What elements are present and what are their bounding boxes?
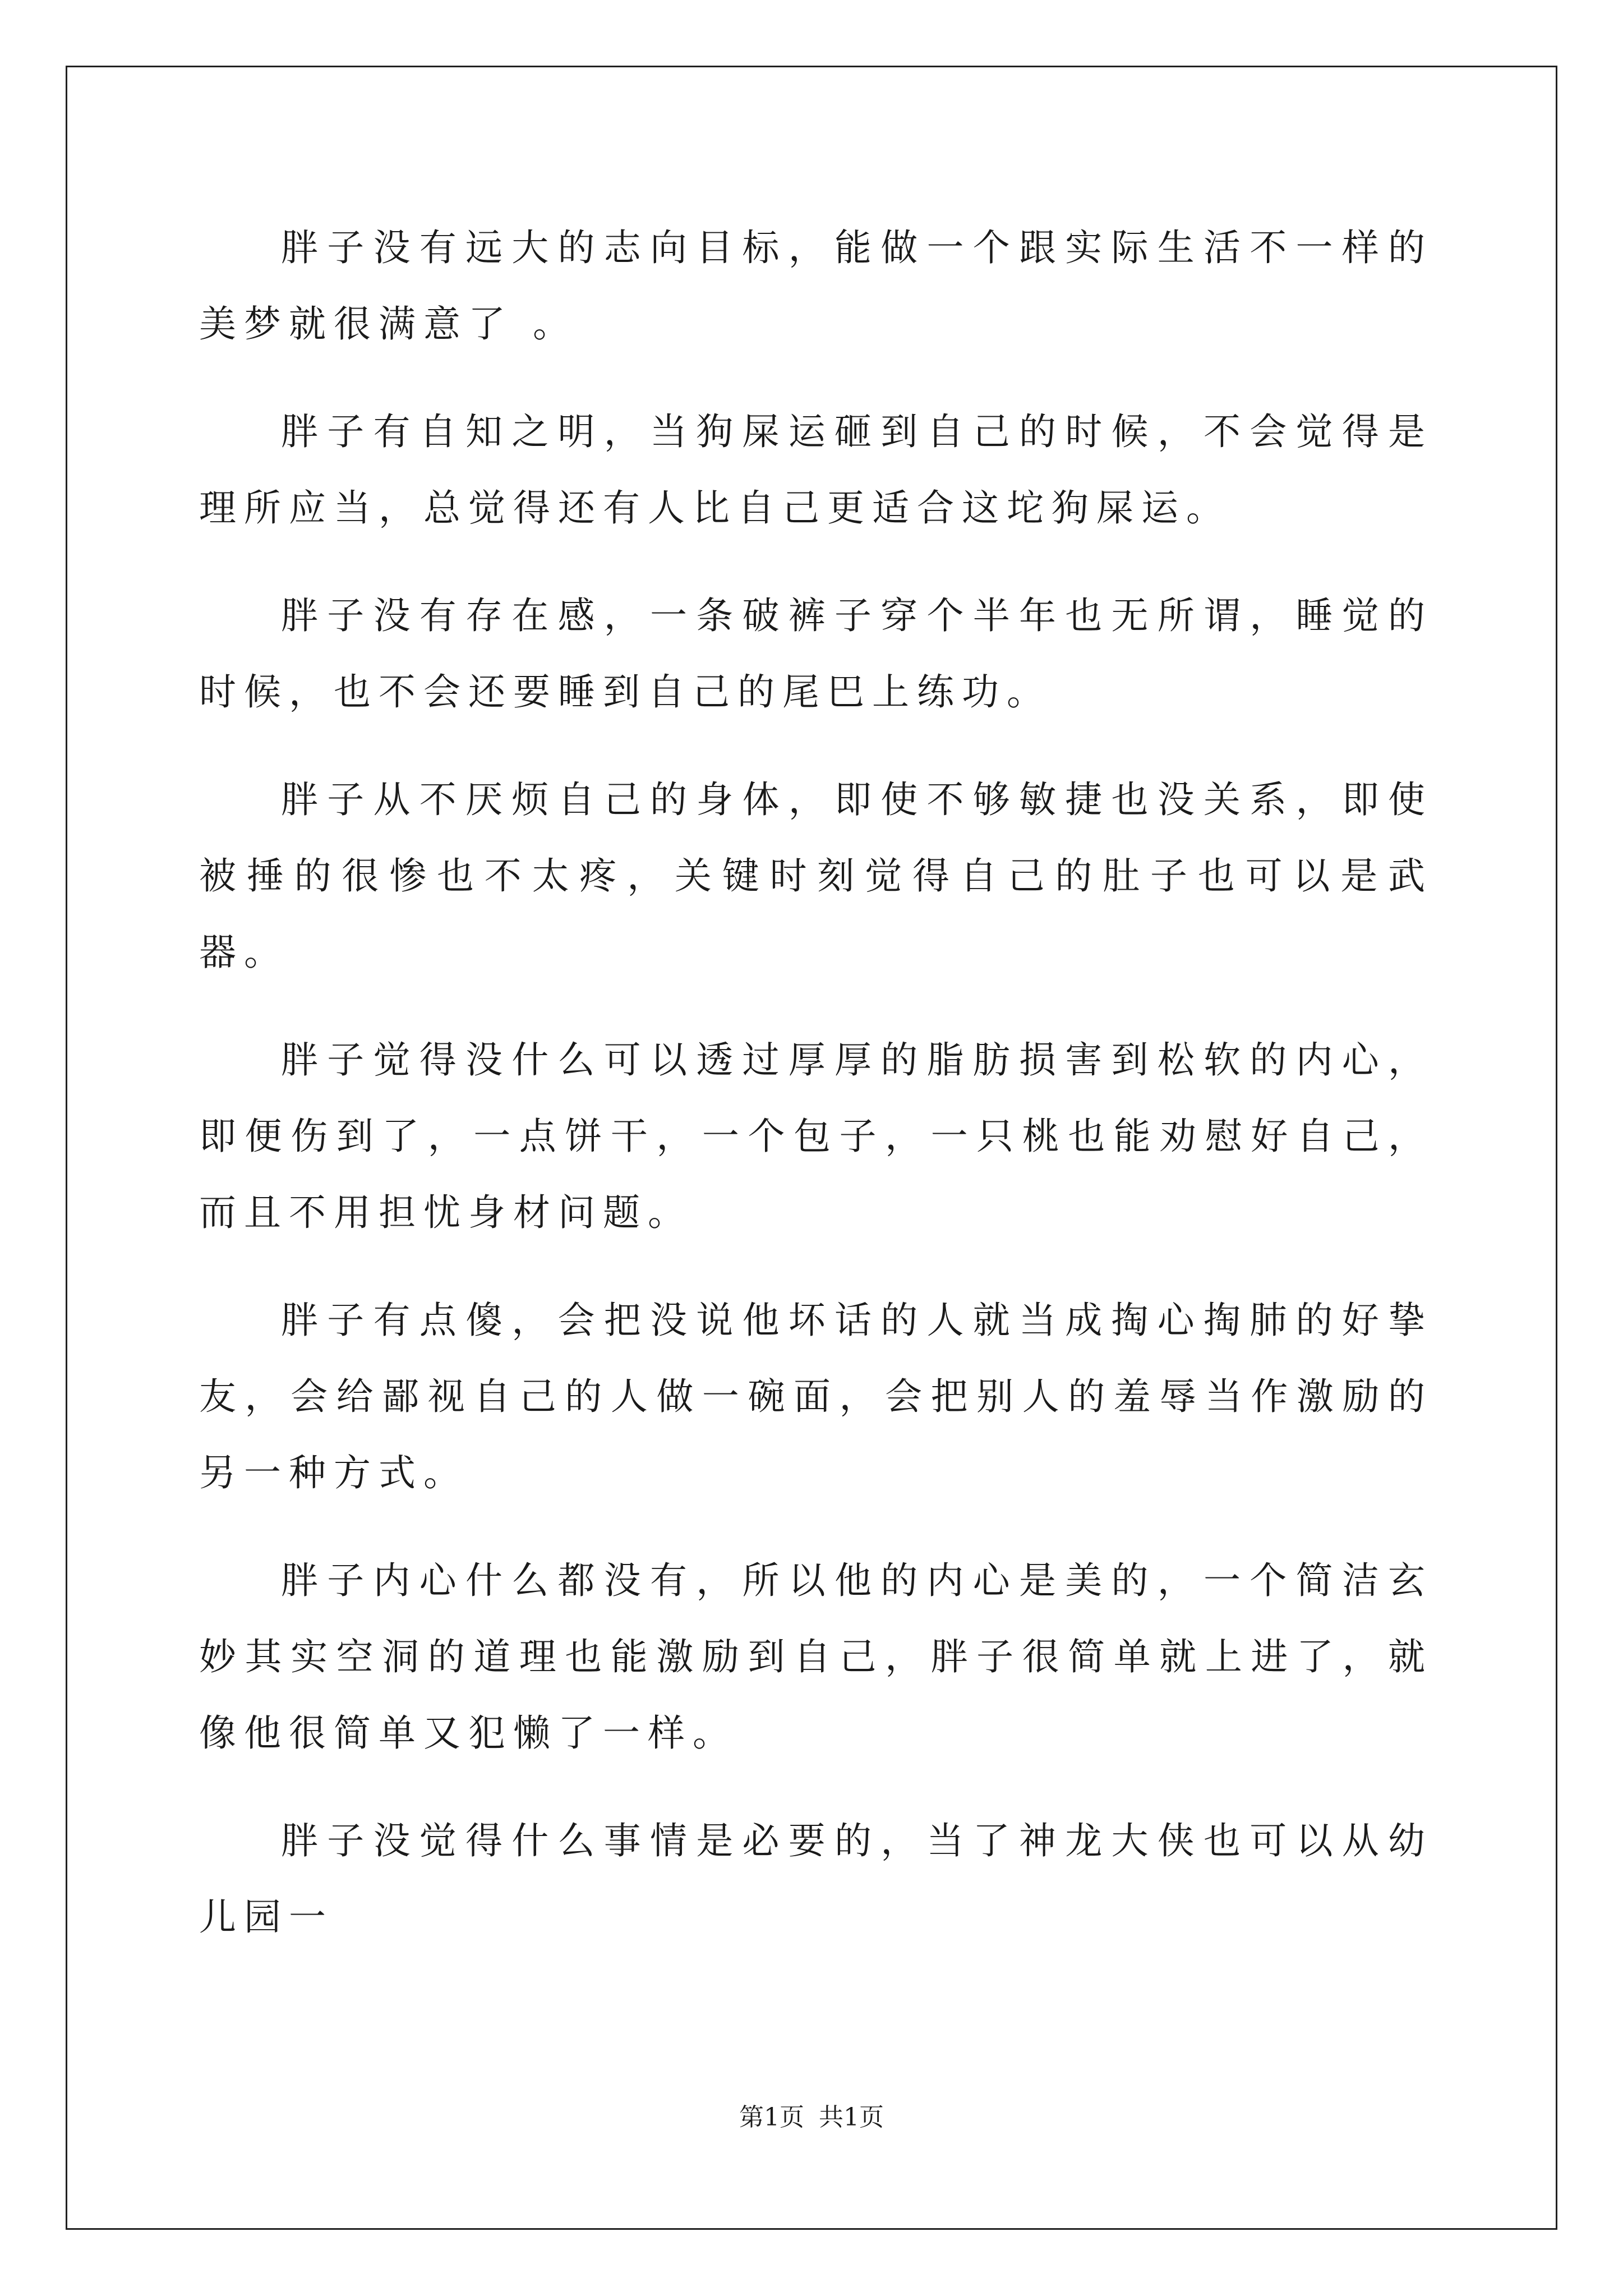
paragraph: 胖子没觉得什么事情是必要的，当了神龙大侠也可以从幼儿园一: [199, 1819, 1433, 1939]
paragraph: 胖子没有存在感，一条破裤子穿个半年也无所谓，睡觉的时候，也不会还要睡到自己的尾巴上练功。: [199, 594, 1433, 714]
document-body: [199, 210, 1433, 1987]
paragraph: 胖子有点傻，会把没说他坏话的人就当成掏心掏肺的好挚友，会给鄙视自己的人做一碗面，会把别人的羞辱当作激励的另一种方式。: [199, 1299, 1433, 1494]
paragraph: 胖子从不厌烦自己的身体，即使不够敏捷也没关系，即使被捶的很惨也不太疼，关键时刻觉得自己的肚子也可以是武器。: [199, 778, 1433, 974]
page-footer: [0, 2101, 1623, 2134]
paragraph: 胖子没有远大的志向目标，能做一个跟实际生活不一样的美梦就很满意了 。: [199, 226, 1433, 346]
paragraph: 胖子内心什么都没有，所以他的内心是美的，一个简洁玄妙其实空洞的道理也能激励到自己，胖子很简单就上进了，就像他很简单又犯懒了一样。: [199, 1559, 1433, 1755]
paragraph: 胖子觉得没什么可以透过厚厚的脂肪损害到松软的内心，即便伤到了，一点饼干，一个包子，一只桃也能劝慰好自己，而且不用担忧身材问题。: [199, 1038, 1433, 1234]
paragraph: 胖子有自知之明，当狗屎运砸到自己的时候，不会觉得是理所应当，总觉得还有人比自己更适合这坨狗屎运。: [199, 410, 1433, 530]
page-number: 第1页: [739, 2103, 804, 2132]
page-total: 共1页: [819, 2103, 884, 2132]
